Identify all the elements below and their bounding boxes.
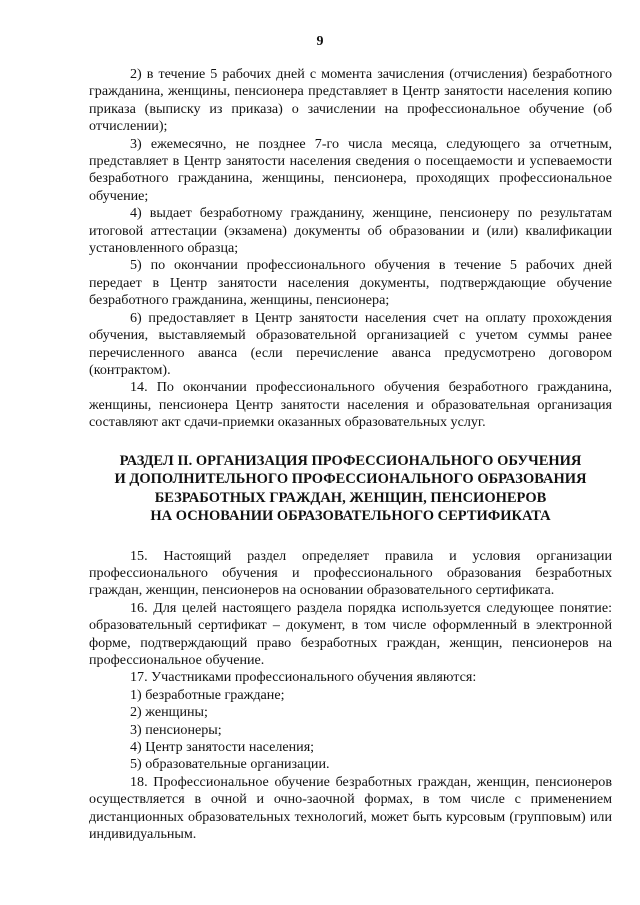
page-number: 9 (316, 34, 324, 49)
paragraph-5: 5) по окончании профессионального обучения в течение 5 рабочих дней передает в Центр занятости населения документы, подтверждающие обучение безработного гражданина, женщины, пенсионера; (89, 257, 612, 309)
paragraph-18: 18. Профессиональное обучение безработных граждан, женщин, пенсионеров осуществляется в очной и очно-заочной формах, в том числе с применением дистанционных образовательных технологий, может быть курсовым (групповым) или индивидуальным. (89, 773, 612, 843)
paragraph-16: 16. Для целей настоящего раздела порядка используется следующее понятие: образовательный сертификат – документ, в том числе оформленный в электронной форме, подтверждающий право безработных граждан, женщин, пенсионеров на профессиональное обучение. (89, 599, 612, 668)
section-heading (89, 452, 612, 526)
paragraph-15: 15. Настоящий раздел определяет правила и условия организации профессионального обучения и профессионального образования безработных граждан, женщин, пенсионеров на основании образовательного сертификата. (89, 547, 612, 599)
participant-item: 3) пенсионеры; (130, 721, 222, 738)
participant-item: 4) Центр занятости населения; (130, 739, 315, 755)
participant-item: 1) безработные граждане; (130, 686, 285, 703)
participant-item: 2) женщины; (130, 704, 208, 721)
section-heading-line: БЕЗРАБОТНЫХ ГРАЖДАН, ЖЕНЩИН, ПЕНСИОНЕРОВ (154, 489, 547, 506)
paragraph-3: 3) ежемесячно, не позднее 7-го числа месяца, следующего за отчетным, представляет в Центр занятости населения сведения о посещаемости и успеваемости безработного гражданина, женщины, пенсионера, проходящих профессиональное обучение; (89, 135, 612, 204)
paragraph-4: 4) выдает безработному гражданину, женщине, пенсионеру по результатам итоговой аттестации (экзамена) документы об образовании и (или) квалификации установленного образца; (89, 205, 612, 257)
document-body (89, 66, 612, 843)
paragraph-6: 6) предоставляет в Центр занятости населения счет на оплату прохождения обучения, выставляемый образовательной организацией с учетом суммы ранее перечисленного аванса (если перечисление аванса предусмотрено договором (контрактом). (89, 309, 612, 378)
paragraph-2: 2) в течение 5 рабочих дней с момента зачисления (отчисления) безработного гражданина, женщины, пенсионера представляет в Центр занятости населения копию приказа (выписку из приказа) о зачислении на профессиональное обучение (об отчислении); (89, 66, 612, 135)
section-heading-line: РАЗДЕЛ II. ОРГАНИЗАЦИЯ ПРОФЕССИОНАЛЬНОГО ОБУЧЕНИЯ (119, 452, 582, 469)
section-heading-line: И ДОПОЛНИТЕЛЬНОГО ПРОФЕССИОНАЛЬНОГО ОБРАЗОВАНИЯ (114, 471, 587, 488)
participant-item: 5) образовательные организации. (130, 756, 330, 773)
paragraph-17: 17. Участниками профессионального обучения являются: (130, 669, 477, 686)
section-heading-line: НА ОСНОВАНИИ ОБРАЗОВАТЕЛЬНОГО СЕРТИФИКАТА (150, 508, 551, 525)
paragraph-14: 14. По окончании профессионального обучения безработного гражданина, женщины, пенсионера Центр занятости населения и образовательная организация составляют акт сдачи-приемки оказанных образовательных услуг. (89, 379, 612, 431)
